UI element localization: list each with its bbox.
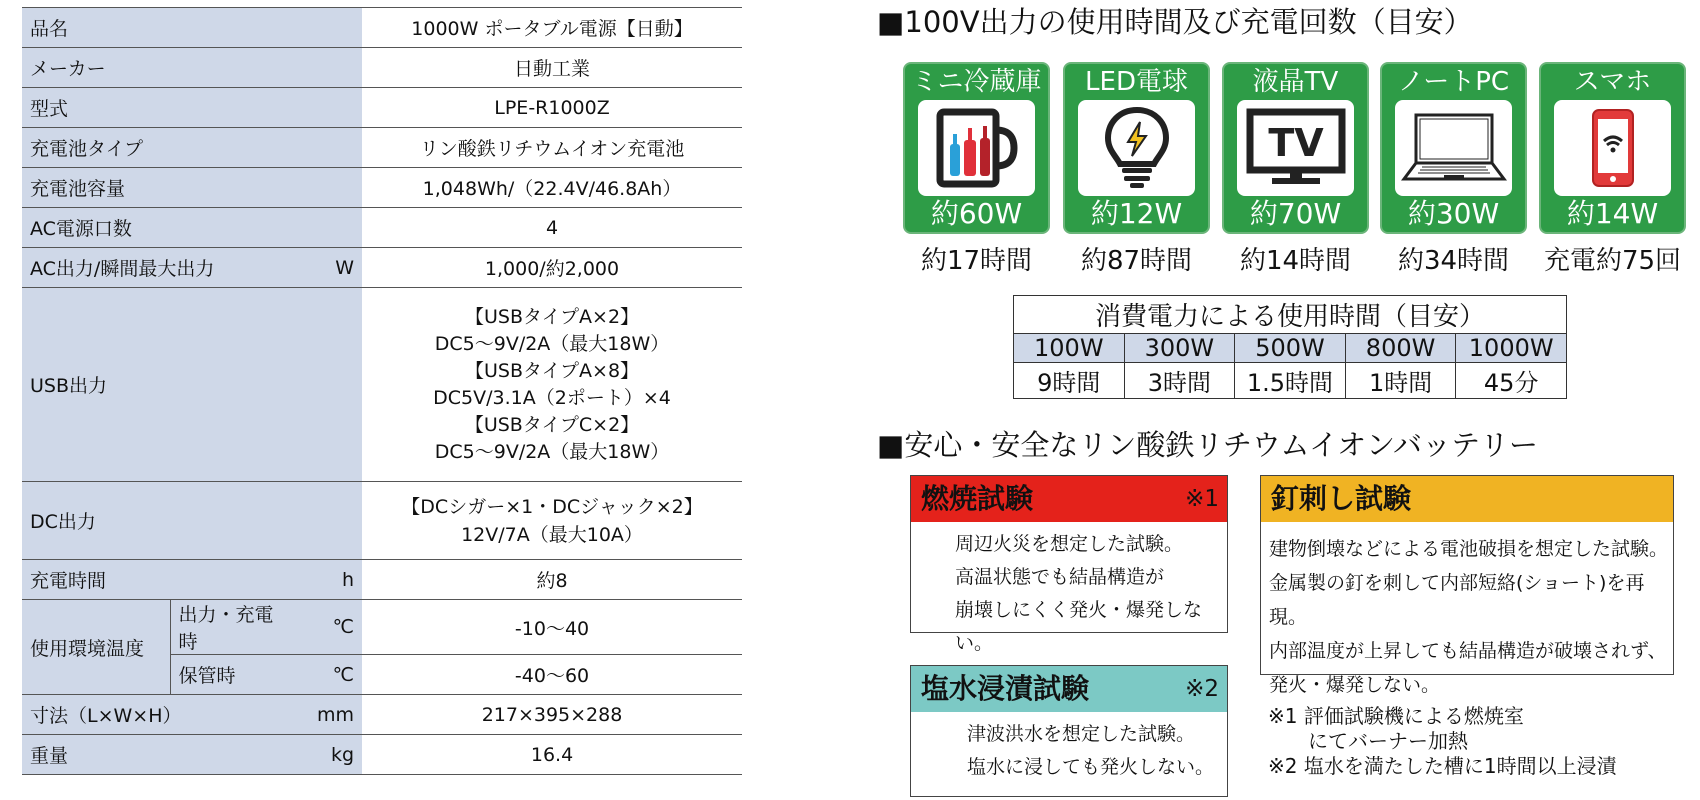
usage-time-cell: 1時間 xyxy=(1345,363,1456,399)
spec-row-maker xyxy=(22,48,742,88)
spec-value xyxy=(362,482,742,560)
device-name: LED電球 xyxy=(1085,67,1188,97)
device-watt: 約70W xyxy=(1249,197,1342,230)
spec-unit xyxy=(286,482,362,560)
test-line: 発火・爆発しない。 xyxy=(1269,674,1441,696)
spec-row-dimensions xyxy=(22,695,742,735)
spec-label: 型式 xyxy=(22,88,286,128)
usage-watts-row xyxy=(1014,334,1567,363)
smartphone-icon xyxy=(1590,107,1636,189)
test-note: ※2 xyxy=(1185,676,1219,702)
test-line: 金属製の釘を刺して内部短絡(ショート)を再現。 xyxy=(1269,572,1645,628)
laptop-icon xyxy=(1400,111,1508,185)
test-title: 釘刺し試験 xyxy=(1271,482,1412,515)
spec-label: DC出力 xyxy=(22,482,286,560)
device-pic xyxy=(1078,100,1195,196)
usage-time-cell: 1.5時間 xyxy=(1235,363,1346,399)
usage-watt-cell: 300W xyxy=(1124,334,1235,363)
test-header xyxy=(1261,476,1673,522)
spec-unit: kg xyxy=(286,735,362,775)
spec-label: 充電時間 xyxy=(22,560,286,600)
spec-label: メーカー xyxy=(22,48,286,88)
spec-row-dc-output xyxy=(22,482,742,560)
test-body xyxy=(911,522,1227,660)
spec-sublabel: 保管時 xyxy=(170,655,286,695)
spec-unit: ℃ xyxy=(286,600,362,655)
device-pic xyxy=(918,100,1035,196)
device-box xyxy=(1063,62,1210,234)
spec-label: USB出力 xyxy=(22,288,286,482)
spec-label: AC出力/瞬間最大出力 xyxy=(22,248,286,288)
device-time: 充電約75回 xyxy=(1543,246,1682,276)
spec-value: 217×395×288 xyxy=(362,695,742,735)
spec-label: 充電池タイプ xyxy=(22,128,286,168)
spec-unit xyxy=(286,8,362,48)
spec-unit xyxy=(286,208,362,248)
spec-unit xyxy=(286,288,362,482)
device-pic xyxy=(1554,100,1671,196)
device-time: 約17時間 xyxy=(920,246,1033,276)
usage-watt-cell: 100W xyxy=(1014,334,1125,363)
spec-value: -10～40 xyxy=(362,600,742,655)
test-line: 塩水に浸しても発火しない。 xyxy=(967,756,1215,778)
test-line: 内部温度が上昇しても結晶構造が破壊されず、 xyxy=(1269,640,1667,662)
spec-value: 1000W ポータブル電源【日動】 xyxy=(362,8,742,48)
spec-row-model xyxy=(22,88,742,128)
usb-line: DC5～9V/2A（最大18W） xyxy=(434,332,670,355)
spec-row-ac-output xyxy=(22,248,742,288)
device-time: 約87時間 xyxy=(1080,246,1193,276)
usage-watt-cell: 1000W xyxy=(1456,334,1567,363)
test-title: 燃焼試験 xyxy=(921,482,1034,515)
spec-unit xyxy=(286,168,362,208)
test-header xyxy=(911,476,1227,522)
test-title: 塩水浸漬試験 xyxy=(921,672,1090,705)
spec-row-ac-outlets xyxy=(22,208,742,248)
spec-row-weight xyxy=(22,735,742,775)
spec-row-name xyxy=(22,8,742,48)
device-time: 約14時間 xyxy=(1239,246,1352,276)
spec-value xyxy=(362,288,742,482)
spec-value: 日動工業 xyxy=(362,48,742,88)
spec-unit: W xyxy=(286,248,362,288)
usb-line: DC5V/3.1A（2ポート）×4 xyxy=(433,386,671,409)
spec-unit: h xyxy=(286,560,362,600)
test-header xyxy=(911,666,1227,712)
spec-label: AC電源口数 xyxy=(22,208,286,248)
usb-line: DC5～9V/2A（最大18W） xyxy=(434,440,670,463)
spec-value: 1,000/約2,000 xyxy=(362,248,742,288)
spec-value: -40～60 xyxy=(362,655,742,695)
usage-heading: ■100V出力の使用時間及び充電回数（目安） xyxy=(877,5,1473,39)
test-box-combustion xyxy=(910,475,1228,654)
spec-unit xyxy=(286,128,362,168)
test-line: 崩壊しにくく発火・爆発しない。 xyxy=(955,599,1203,654)
device-name: ミニ冷蔵庫 xyxy=(911,67,1042,97)
usb-line: 【USBタイプA×2】 xyxy=(464,305,640,328)
device-card-tv xyxy=(1222,62,1369,277)
test-box-nail xyxy=(1260,475,1674,696)
spec-unit: mm xyxy=(286,695,362,735)
spec-table xyxy=(22,7,742,775)
spec-unit xyxy=(286,88,362,128)
spec-label: 寸法（L×W×H） xyxy=(22,695,286,735)
device-watt: 約60W xyxy=(930,197,1023,230)
spec-row-temp-operating xyxy=(22,600,742,655)
device-card-fridge xyxy=(903,62,1050,277)
usage-time-cell: 45分 xyxy=(1456,363,1567,399)
spec-value: LPE-R1000Z xyxy=(362,88,742,128)
device-box xyxy=(903,62,1050,234)
test-body xyxy=(1261,522,1673,702)
spec-value: リン酸鉄リチウムイオン充電池 xyxy=(362,128,742,168)
test-line: 高温状態でも結晶構造が xyxy=(955,566,1165,588)
test-line: 津波洪水を想定した試験。 xyxy=(967,723,1196,745)
device-pic xyxy=(1237,100,1354,196)
device-time: 約34時間 xyxy=(1397,246,1510,276)
spec-label: 品名 xyxy=(22,8,286,48)
usage-watt-cell: 800W xyxy=(1345,334,1456,363)
usb-line: 【USBタイプA×8】 xyxy=(464,359,640,382)
device-name: ノートPC xyxy=(1397,67,1510,97)
spec-label: 充電池容量 xyxy=(22,168,286,208)
test-line: 建物倒壊などによる電池破損を想定した試験。 xyxy=(1269,538,1669,560)
spec-label: 重量 xyxy=(22,735,286,775)
device-card-smartphone xyxy=(1539,62,1686,277)
usage-time-table xyxy=(1013,295,1567,399)
device-name: スマホ xyxy=(1573,67,1652,97)
device-watt: 約12W xyxy=(1090,197,1183,230)
dc-line: 【DCシガー×1・DCジャック×2】 xyxy=(401,495,703,518)
spec-row-charge-time xyxy=(22,560,742,600)
spec-row-battery-type xyxy=(22,128,742,168)
usb-line: 【USBタイプC×2】 xyxy=(464,413,640,436)
device-card-laptop xyxy=(1380,62,1527,277)
test-line: 周辺火災を想定した試験。 xyxy=(955,533,1184,555)
mini-fridge-icon xyxy=(934,108,1020,188)
usage-time-cell: 3時間 xyxy=(1124,363,1235,399)
usage-time-cell: 9時間 xyxy=(1014,363,1125,399)
spec-value: 16.4 xyxy=(362,735,742,775)
usage-watt-cell: 500W xyxy=(1235,334,1346,363)
tv-icon-text: TV xyxy=(1267,121,1324,165)
spec-value: 1,048Wh/（22.4V/46.8Ah） xyxy=(362,168,742,208)
spec-value: 約8 xyxy=(362,560,742,600)
spec-value: 4 xyxy=(362,208,742,248)
test-note: ※1 xyxy=(1185,486,1219,512)
led-bulb-icon xyxy=(1102,106,1172,190)
device-name: 液晶TV xyxy=(1252,67,1339,97)
spec-sublabel: 出力・充電時 xyxy=(170,600,286,655)
test-body xyxy=(911,712,1227,784)
device-box xyxy=(1380,62,1527,234)
spec-unit: ℃ xyxy=(286,655,362,695)
footnote-2: ※2 塩水を満たした槽に1時間以上浸漬 xyxy=(1268,754,1617,778)
spec-row-capacity xyxy=(22,168,742,208)
device-box xyxy=(1539,62,1686,234)
usage-table-title: 消費電力による使用時間（目安） xyxy=(1014,296,1567,334)
device-pic xyxy=(1395,100,1512,196)
spec-label: 使用環境温度 xyxy=(22,600,170,695)
device-box xyxy=(1222,62,1369,234)
device-watt: 約30W xyxy=(1407,197,1500,230)
footnote-1-cont: にてバーナー加熱 xyxy=(1268,729,1468,753)
usage-times-row xyxy=(1014,363,1567,399)
spec-row-usb-output xyxy=(22,288,742,482)
device-card-led xyxy=(1063,62,1210,277)
footnote-1: ※1 評価試験機による燃焼室 xyxy=(1268,704,1524,728)
safety-heading: ■安心・安全なリン酸鉄リチウムイオンバッテリー xyxy=(877,428,1539,462)
tv-icon xyxy=(1246,108,1346,188)
device-watt: 約14W xyxy=(1566,197,1659,230)
spec-unit xyxy=(286,48,362,88)
dc-line: 12V/7A（最大10A） xyxy=(461,523,643,546)
test-box-saltwater xyxy=(910,665,1228,797)
